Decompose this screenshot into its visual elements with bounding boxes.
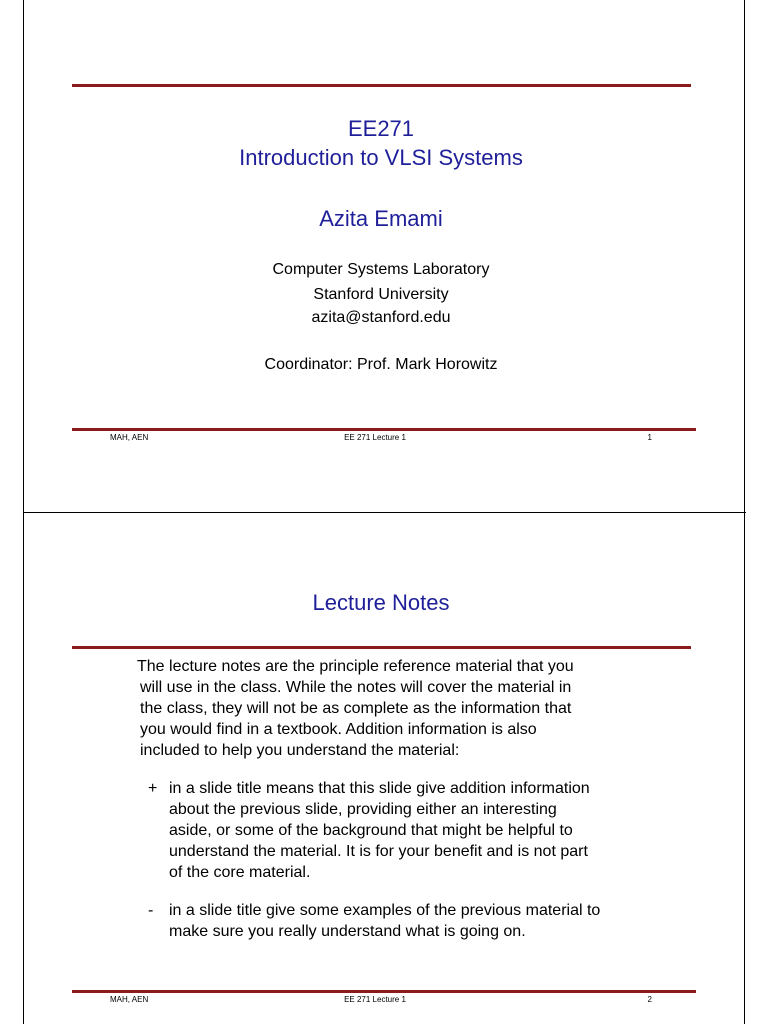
plus-bullet-symbol: +: [148, 780, 158, 797]
bullet-line: make sure you really understand what is going on.: [169, 923, 526, 940]
bullet-line: aside, or some of the background that might be helpful to: [169, 822, 573, 839]
title-rule: [72, 646, 691, 649]
footer-center: EE 271 Lecture 1: [344, 433, 406, 442]
bullet-plus: [148, 778, 678, 888]
bullet-minus: [148, 900, 678, 944]
intro-line: the class, they will not be as complete as the information that: [140, 700, 572, 717]
footer-rule: [72, 428, 696, 431]
slide-divider: [23, 512, 746, 513]
top-rule: [72, 84, 691, 87]
intro-line: will use in the class. While the notes will cover the material in: [140, 679, 572, 696]
footer-rule: [72, 990, 696, 993]
lab-name: Computer Systems Laboratory: [272, 261, 490, 278]
intro-line: you would find in a textbook. Addition information is also: [140, 721, 537, 738]
email-link[interactable]: azita@stanford.edu: [311, 309, 451, 326]
slide-title: Lecture Notes: [312, 590, 450, 615]
footer-page-number: 2: [647, 995, 652, 1004]
bullet-line: of the core material.: [169, 864, 311, 881]
university-name: Stanford University: [313, 286, 449, 303]
course-title: Introduction to VLSI Systems: [239, 145, 523, 170]
coordinator: Coordinator: Prof. Mark Horowitz: [264, 356, 498, 373]
bullet-line: understand the material. It is for your benefit and is not part: [169, 843, 588, 860]
footer-left: MAH, AEN: [110, 433, 149, 442]
intro-line: The lecture notes are the principle reference material that you: [137, 658, 574, 675]
intro-line: included to help you understand the material:: [140, 742, 460, 759]
bullet-line: in a slide title give some examples of the previous material to: [169, 902, 601, 919]
instructor-name: Azita Emami: [319, 206, 443, 231]
minus-bullet-symbol: -: [148, 902, 154, 919]
intro-paragraph: [137, 656, 677, 761]
bullet-text: [169, 778, 590, 883]
footer-center: EE 271 Lecture 1: [344, 995, 406, 1004]
footer-page-number: 1: [647, 433, 652, 442]
footer-left: MAH, AEN: [110, 995, 149, 1004]
bullet-line: in a slide title means that this slide give addition information: [169, 780, 590, 797]
bullet-line: about the previous slide, providing either an interesting: [169, 801, 557, 818]
bullet-text: [169, 900, 600, 942]
course-code: EE271: [347, 116, 415, 141]
